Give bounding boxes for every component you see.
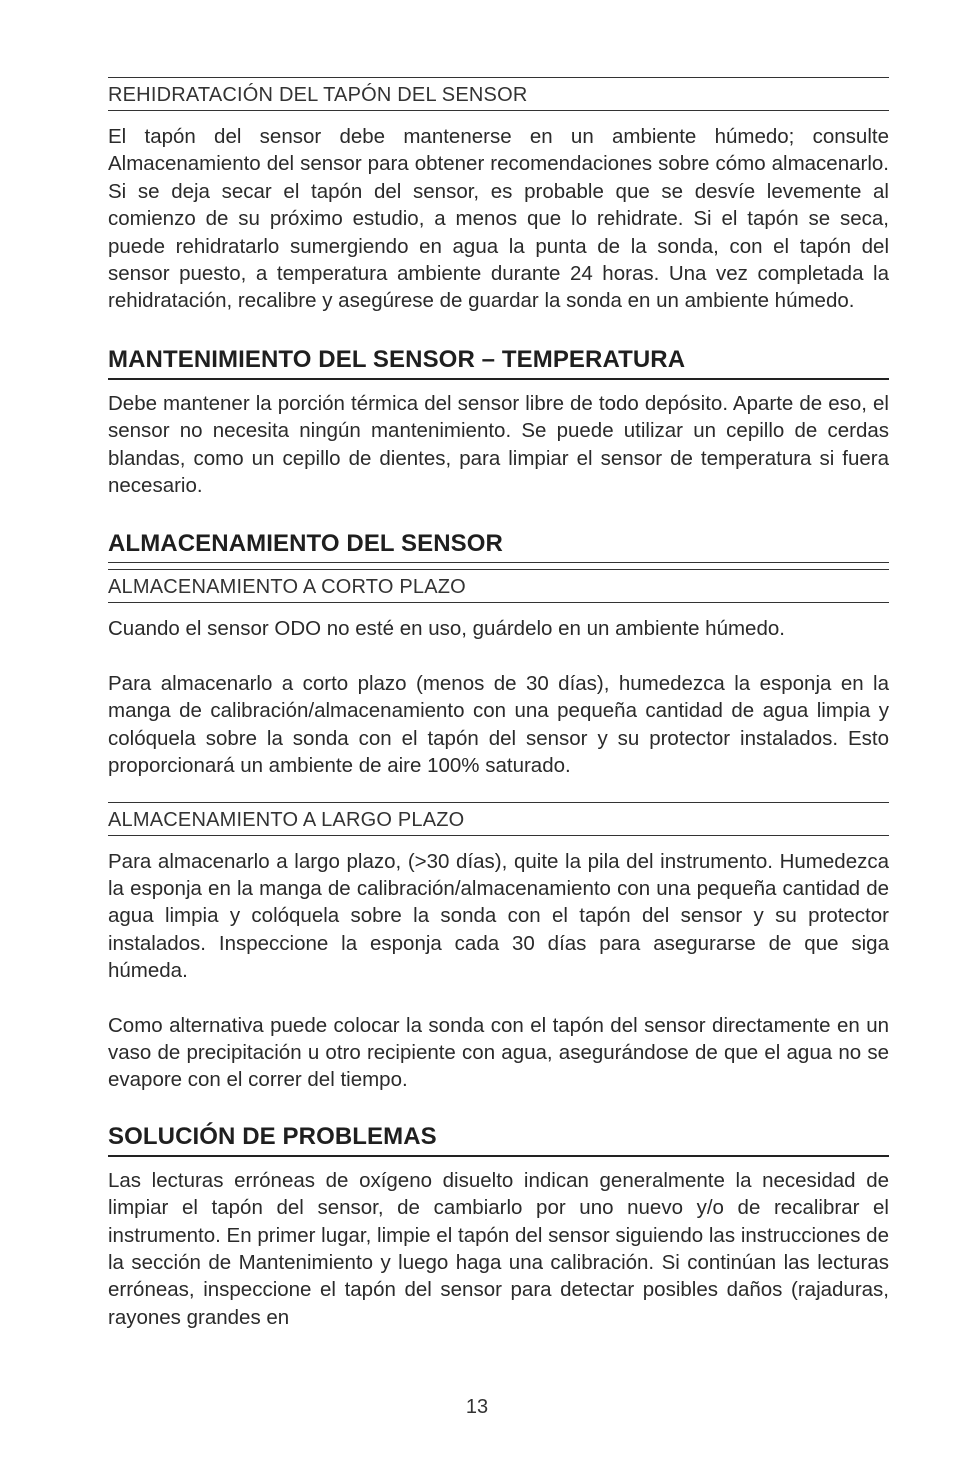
paragraph-maintenance-temperature: Debe mantener la porción térmica del sensor libre de todo depósito. Aparte de eso, el sensor no necesita ningún mantenimiento. Se puede utilizar un cepillo de cerdas blandas, como un cepillo de dientes, para limpiar el sensor de temperatura si fuera necesario. <box>108 391 889 498</box>
paragraph-long-term-storage-2: Como alternativa puede colocar la sonda con el tapón del sensor directamente en un vaso de precipitación u otro recipiente con agua, asegurándose de que el agua no se evapore con el correr del tiempo. <box>108 1013 889 1092</box>
subheading-long-term-storage: ALMACENAMIENTO A LARGO PLAZO <box>108 802 889 836</box>
page-number: 13 <box>465 1396 489 1418</box>
heading-maintenance-temperature: MANTENIMIENTO DEL SENSOR – TEMPERATURA <box>108 345 889 380</box>
subheading-short-term-storage: ALMACENAMIENTO A CORTO PLAZO <box>108 569 889 603</box>
paragraph-long-term-storage-1: Para almacenarlo a largo plazo, (>30 días), quite la pila del instrumento. Humedezca la esponja en la manga de calibración/almacenamiento con una pequeña cantidad de agua limpia y colóquela sobre la sonda con el tapón del sensor y su protector instalados. Inspeccione la esponja cada 30 días para asegurarse de que siga húmeda. <box>108 849 889 983</box>
document-page <box>108 77 889 1331</box>
heading-storage: ALMACENAMIENTO DEL SENSOR <box>108 529 889 563</box>
heading-troubleshooting: SOLUCIÓN DE PROBLEMAS <box>108 1122 889 1157</box>
paragraph-rehydration: El tapón del sensor debe mantenerse en un ambiente húmedo; consulte Almacenamiento del sensor para obtener recomendaciones sobre cómo almacenarlo. Si se deja secar el tapón del sensor, es probable que se desvíe levemente al comienzo de su próximo estudio, a menos que lo rehidrate. Si el tapón se seca, puede rehidratarlo sumergiendo en agua la punta de la sonda, con el tapón del sensor puesto, a temperatura ambiente durante 24 horas. Una vez completada la rehidratación, recalibre y asegúrese de guardar la sonda en un ambiente húmedo. <box>108 125 889 313</box>
subheading-rehydration: REHIDRATACIÓN DEL TAPÓN DEL SENSOR <box>108 77 889 111</box>
paragraph-troubleshooting: Las lecturas erróneas de oxígeno disuelto indican generalmente la necesidad de limpiar el tapón del sensor, de cambiarlo por uno nuevo y/o de recalibrar el instrumento. En primer lugar, limpie el tapón del sensor siguiendo las instrucciones de la sección de Mantenimiento y luego haga una calibración. Si continúan las lecturas erróneas, inspeccione el tapón del sensor para detectar posibles daños (rajaduras, rayones grandes en <box>108 1168 889 1329</box>
paragraph-short-term-storage-2: Para almacenarlo a corto plazo (menos de 30 días), humedezca la esponja en la manga de calibración/almacenamiento con una pequeña cantidad de agua limpia y colóquela sobre la sonda con el tapón del sensor y su protector instalados. Esto proporcionará un ambiente de aire 100% saturado. <box>108 671 889 778</box>
paragraph-short-term-storage-1: Cuando el sensor ODO no esté en uso, guárdelo en un ambiente húmedo. <box>108 617 785 641</box>
